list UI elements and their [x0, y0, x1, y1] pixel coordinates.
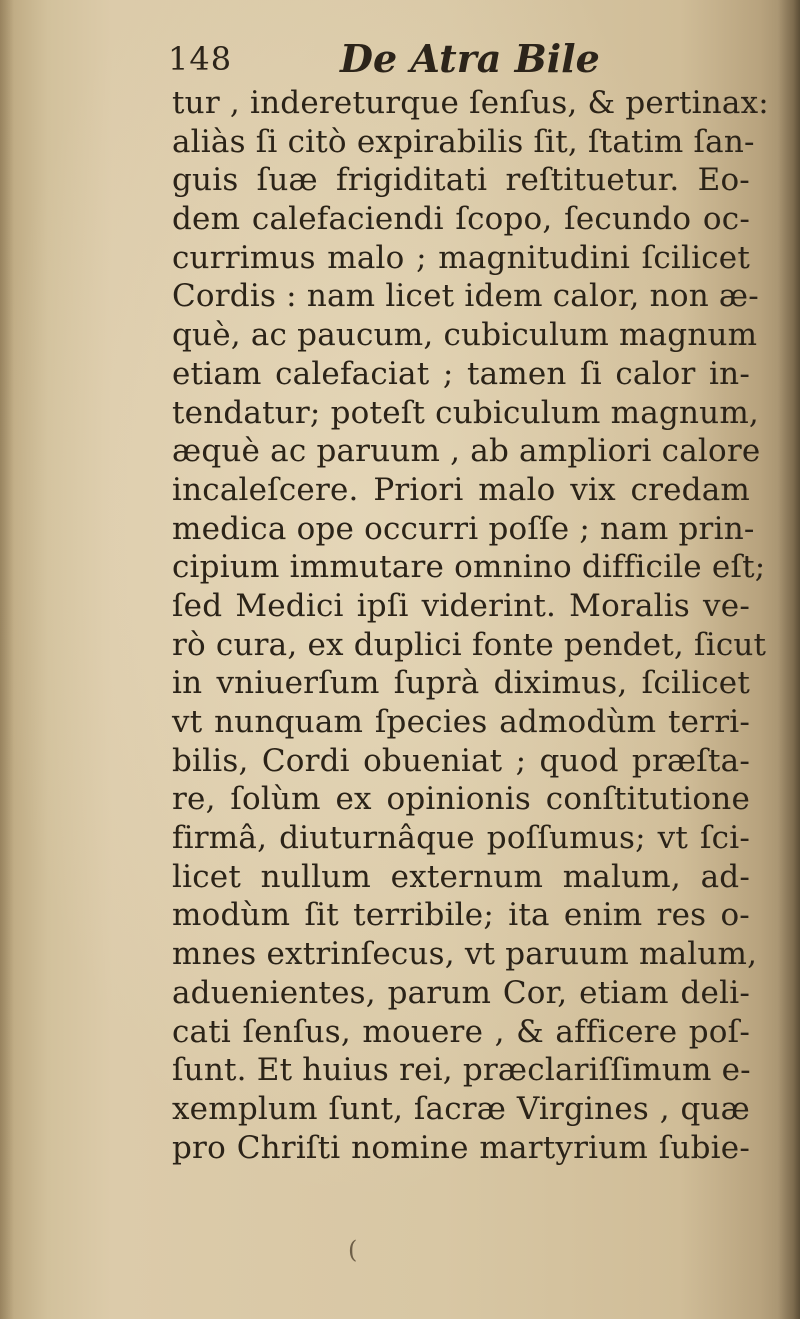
text-line: bilis, Cordi obueniat ; quod præſta- [172, 742, 750, 779]
text-line: ſed Medici ipſi viderint. Moralis ve- [172, 587, 750, 624]
text-line: aliàs ſi citò expirabilis ſit, ſtatim ſan- [172, 123, 755, 160]
text-line: aduenientes, parum Cor, etiam deli- [172, 974, 750, 1011]
body-text [172, 84, 769, 1167]
text-line: Cordis : nam licet idem calor, non æ- [172, 278, 759, 315]
text-line: tur , indereturque ſenſus, & pertinax: [172, 85, 769, 121]
page-gutter-shadow [778, 0, 800, 1319]
running-head [168, 36, 668, 82]
text-line: vt nunquam ſpecies admodùm terri- [172, 704, 750, 740]
text-line: ſunt. Et huius rei, præclariſſimum e- [172, 1052, 751, 1089]
running-title: De Atra Bile [340, 36, 600, 81]
page-left-edge [0, 0, 14, 1319]
text-line: in vniuerſum ſuprà diximus, ſcilicet [172, 665, 750, 702]
text-line: què, ac paucum, cubiculum magnum [172, 317, 758, 354]
stray-ink-mark: ( [348, 1236, 358, 1264]
text-line: modùm ſit terribile; ita enim res o- [172, 897, 750, 934]
text-line: rò cura, ex duplici fonte pendet, ſicut [172, 626, 767, 663]
text-line: incaleſcere. Priori malo vix credam [172, 471, 750, 508]
page-number: 148 [168, 40, 233, 78]
text-line: tendatur; poteſt cubiculum magnum, [172, 394, 759, 431]
text-line: mnes extrinſecus, vt paruum malum, [172, 936, 758, 973]
text-line: firmâ, diuturnâque poſſumus; vt ſci- [172, 820, 750, 857]
text-line: medica ope occurri poſſe ; nam prin- [172, 510, 755, 547]
text-line: re, ſolùm ex opinionis conſtitutione [172, 781, 750, 818]
text-line: currimus malo ; magnitudini ſcilicet [172, 239, 750, 276]
text-line: æquè ac paruum , ab ampliori calore [172, 433, 761, 470]
text-line: cati ſenſus, mouere , & afficere poſ- [172, 1013, 750, 1050]
text-line: xemplum ſunt, ſacræ Virgines , quæ [172, 1090, 750, 1127]
text-line: pro Chriſti nomine martyrium ſubie- [172, 1129, 750, 1166]
text-line: licet nullum externum malum, ad- [172, 858, 750, 895]
text-line: dem calefaciendi ſcopo, ſecundo oc- [172, 201, 750, 238]
text-line: etiam calefaciat ; tamen ſi calor in- [172, 355, 750, 392]
text-line: cipium immutare omnino difficile eſt; [172, 549, 766, 586]
text-line: guis ſuæ frigiditati reſtituetur. Eo- [172, 162, 750, 199]
